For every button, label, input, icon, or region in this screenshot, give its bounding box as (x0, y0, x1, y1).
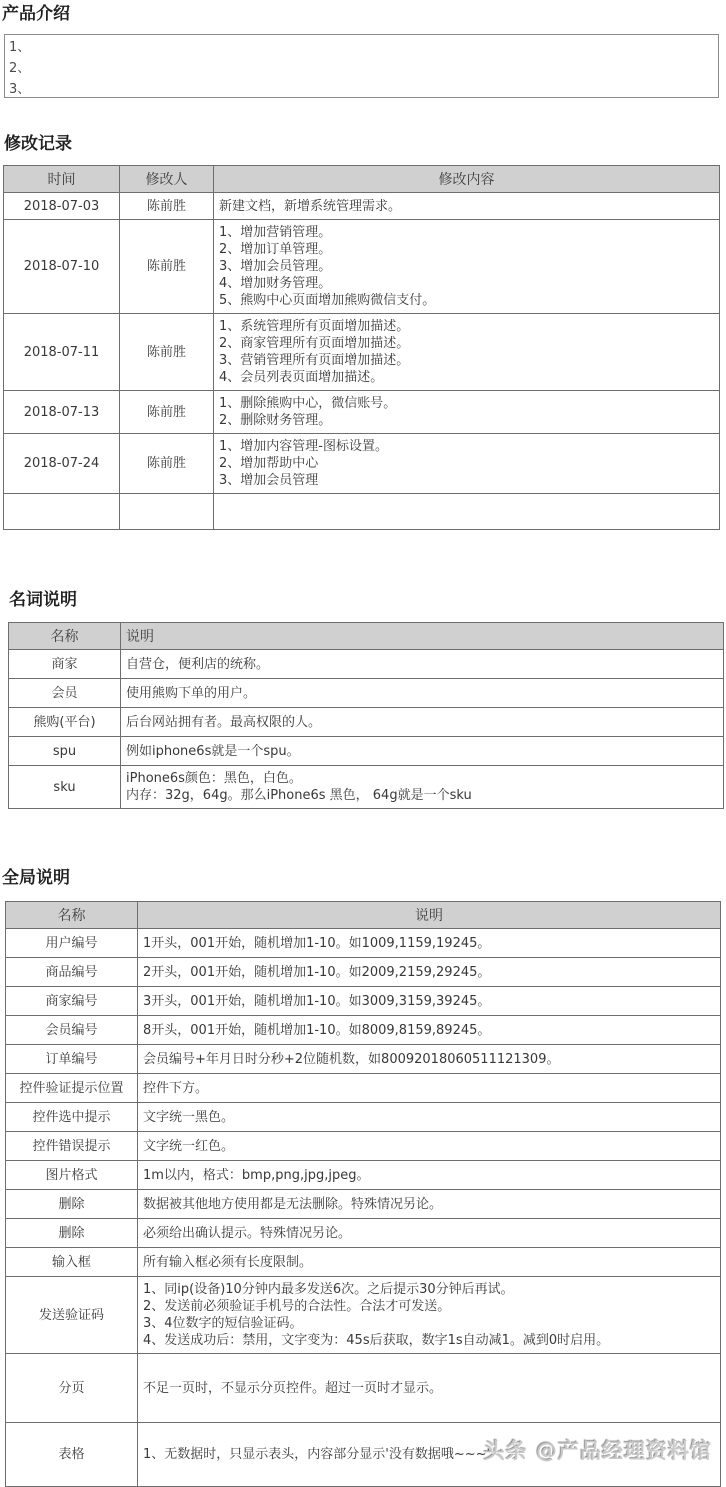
table-cell: 陈前胜 (120, 314, 214, 391)
table-cell: spu (9, 737, 121, 766)
table-cell: 1m以内，格式：bmp,png,jpg,jpeg。 (138, 1161, 721, 1190)
table-cell (120, 494, 214, 530)
table-row (4, 494, 720, 530)
table-cell: 商品编号 (6, 958, 138, 987)
table-cell: 新建文档，新增系统管理需求。 (214, 193, 720, 220)
table-cell: 1、系统管理所有页面增加描述。 2、商家管理所有页面增加描述。 3、营销管理所有页面增加描述。 4、会员列表页面增加描述。 (214, 314, 720, 391)
table-row (6, 1354, 721, 1423)
table-row (6, 1219, 721, 1248)
table-cell: 陈前胜 (120, 391, 214, 434)
table-cell: 1、删除熊购中心，微信账号。 2、删除财务管理。 (214, 391, 720, 434)
table-cell: 输入框 (6, 1248, 138, 1277)
table-cell: 8开头，001开始，随机增加1-10。如8009,8159,89245。 (138, 1016, 721, 1045)
table-cell: 商家编号 (6, 987, 138, 1016)
table-row (6, 1045, 721, 1074)
table-row (6, 958, 721, 987)
table-row (6, 1103, 721, 1132)
column-header: 名称 (6, 902, 138, 929)
table-cell: 2018-07-24 (4, 434, 120, 494)
table-row (6, 1132, 721, 1161)
table-cell: 陈前胜 (120, 193, 214, 220)
table-row (6, 1161, 721, 1190)
table-cell: 自营仓，便利店的统称。 (121, 650, 724, 679)
table-cell: 控件错误提示 (6, 1132, 138, 1161)
section-title-glossary: 名词说明 (9, 590, 77, 610)
table-cell: 2018-07-11 (4, 314, 120, 391)
intro-line: 2、 (9, 61, 31, 76)
document-page (0, 4, 726, 1477)
table-cell (4, 494, 120, 530)
table-cell: 陈前胜 (120, 434, 214, 494)
table-cell: 控件选中提示 (6, 1103, 138, 1132)
glossary-header-row (9, 623, 724, 650)
table-cell: 用户编号 (6, 929, 138, 958)
column-header: 名称 (9, 623, 121, 650)
intro-line: 1、 (9, 40, 31, 55)
table-cell: 熊购(平台) (9, 708, 121, 737)
table-cell: 1开头，001开始，随机增加1-10。如1009,1159,19245。 (138, 929, 721, 958)
column-header: 修改内容 (214, 166, 720, 193)
table-cell: 文字统一黑色。 (138, 1103, 721, 1132)
table-cell: 1、同ip(设备)10分钟内最多发送6次。之后提示30分钟后再试。 2、发送前必须验证手机号的合法性。合法才可发送。 3、4位数字的短信验证码。 4、发送成功后：禁用，文字变为：45s后获取，数字1s自动减1。减到0时启用。 (138, 1277, 721, 1354)
table-cell: 数据被其他地方使用都是无法删除。特殊情况另论。 (138, 1190, 721, 1219)
table-cell: 2018-07-13 (4, 391, 120, 434)
table-cell: 商家 (9, 650, 121, 679)
table-cell: 会员编号 (6, 1016, 138, 1045)
table-cell: 所有输入框必须有长度限制。 (138, 1248, 721, 1277)
table-cell: 图片格式 (6, 1161, 138, 1190)
table-row (6, 1074, 721, 1103)
table-cell: 例如iphone6s就是一个spu。 (121, 737, 724, 766)
glossary-table (8, 622, 724, 809)
table-cell: 1、无数据时，只显示表头，内容部分显示'没有数据哦~~~' (138, 1423, 721, 1487)
changelog-table (3, 165, 720, 530)
table-cell: 使用熊购下单的用户。 (121, 679, 724, 708)
table-row (6, 987, 721, 1016)
table-row (4, 434, 720, 494)
section-title-global-notes: 全局说明 (2, 868, 70, 888)
table-row (9, 650, 724, 679)
table-cell: 分页 (6, 1354, 138, 1423)
intro-line: 3、 (9, 82, 31, 97)
table-cell: 后台网站拥有者。最高权限的人。 (121, 708, 724, 737)
section-title-product-intro: 产品介绍 (2, 4, 70, 24)
table-cell: 文字统一红色。 (138, 1132, 721, 1161)
table-cell: sku (9, 766, 121, 809)
table-cell: 表格 (6, 1423, 138, 1487)
table-cell: 1、增加内容管理-图标设置。 2、增加帮助中心 3、增加会员管理 (214, 434, 720, 494)
table-row (6, 1016, 721, 1045)
global-notes-table (5, 901, 721, 1487)
table-cell: 2018-07-03 (4, 193, 120, 220)
table-row (6, 929, 721, 958)
changelog-header-row (4, 166, 720, 193)
table-cell (214, 494, 720, 530)
table-row (4, 314, 720, 391)
table-row (9, 766, 724, 809)
column-header: 时间 (4, 166, 120, 193)
table-row (6, 1248, 721, 1277)
table-row (4, 220, 720, 314)
table-row (9, 679, 724, 708)
table-cell: 订单编号 (6, 1045, 138, 1074)
table-cell: 删除 (6, 1219, 138, 1248)
table-row (9, 737, 724, 766)
table-row (6, 1190, 721, 1219)
table-cell: 发送验证码 (6, 1277, 138, 1354)
table-cell: 2开头，001开始，随机增加1-10。如2009,2159,29245。 (138, 958, 721, 987)
table-cell: 3开头，001开始，随机增加1-10。如3009,3159,39245。 (138, 987, 721, 1016)
table-cell: 控件下方。 (138, 1074, 721, 1103)
table-row (9, 708, 724, 737)
table-cell: 不足一页时，不显示分页控件。超过一页时才显示。 (138, 1354, 721, 1423)
table-row (4, 391, 720, 434)
table-cell: 陈前胜 (120, 220, 214, 314)
column-header: 说明 (138, 902, 721, 929)
column-header: 说明 (121, 623, 724, 650)
table-row (4, 193, 720, 220)
table-cell: 必须给出确认提示。特殊情况另论。 (138, 1219, 721, 1248)
table-cell: 控件验证提示位置 (6, 1074, 138, 1103)
global-header-row (6, 902, 721, 929)
table-cell: 1、增加营销管理。 2、增加订单管理。 3、增加会员管理。 4、增加财务管理。 5、熊购中心页面增加熊购微信支付。 (214, 220, 720, 314)
table-cell: 会员编号+年月日时分秒+2位随机数，如80092018060511121309。 (138, 1045, 721, 1074)
watermark: 头条 @产品经理资料馆 (483, 1439, 712, 1463)
table-cell: 删除 (6, 1190, 138, 1219)
table-cell: iPhone6s颜色：黑色，白色。 内存：32g，64g。那么iPhone6s 黑色， 64g就是一个sku (121, 766, 724, 809)
column-header: 修改人 (120, 166, 214, 193)
section-title-changelog: 修改记录 (4, 134, 72, 154)
table-cell: 会员 (9, 679, 121, 708)
table-cell: 2018-07-10 (4, 220, 120, 314)
product-intro-box (4, 34, 719, 98)
table-row (6, 1277, 721, 1354)
